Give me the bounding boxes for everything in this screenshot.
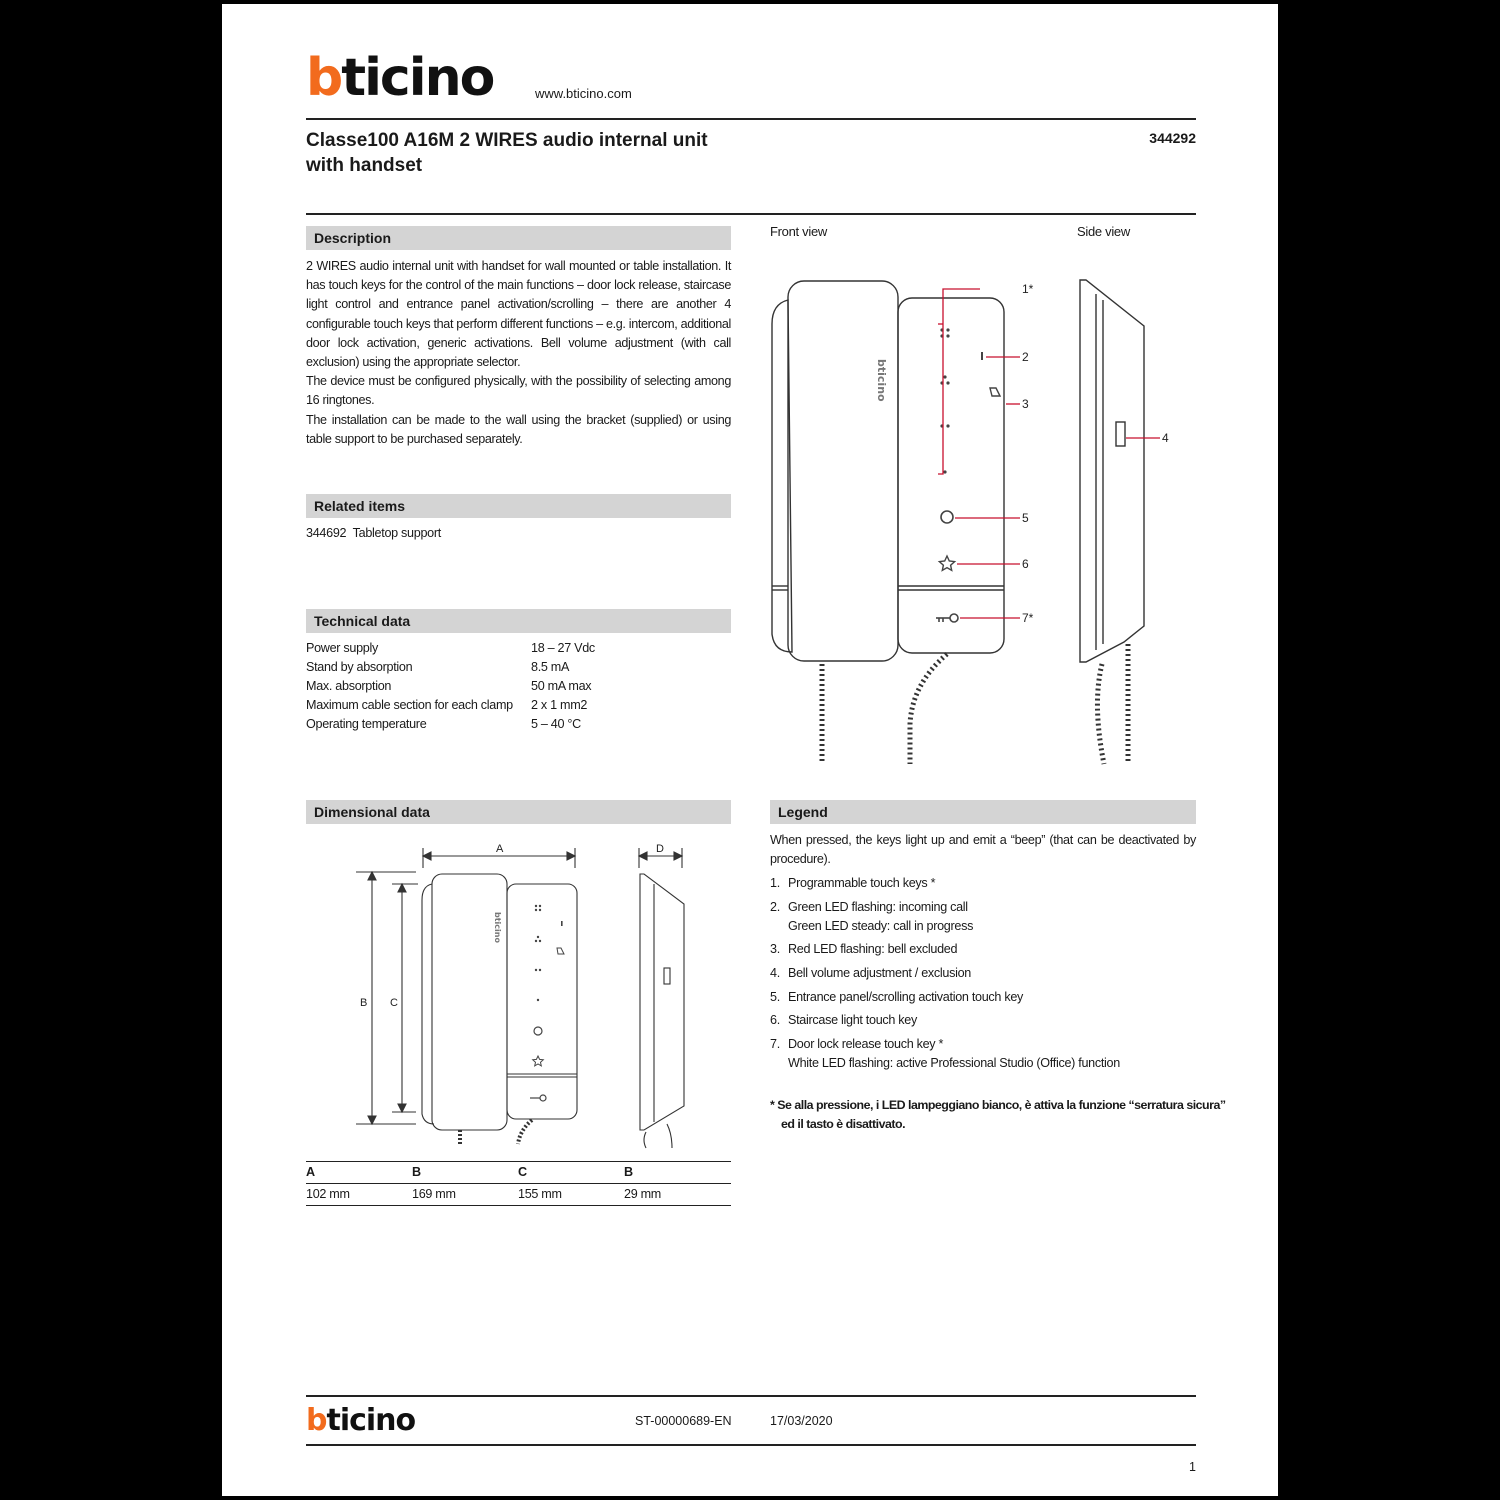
tech-value: 2 x 1 mm2	[531, 698, 588, 712]
description-heading: Description	[306, 226, 731, 250]
legend-item-text: Red LED flashing: bell excluded	[788, 942, 958, 956]
legend-item-text: Green LED steady: call in progress	[788, 919, 974, 933]
callout-2: 2	[1022, 350, 1029, 364]
footer-top-rule	[306, 1395, 1196, 1397]
dim-table-bottom-rule	[306, 1205, 731, 1206]
legend-note-line1: * Se alla pressione, i LED lampeggiano bianco, è attiva la funzione “serratura sicura”	[770, 1098, 1226, 1112]
title-rule	[306, 213, 1196, 215]
page-number: 1	[1189, 1460, 1196, 1474]
dimensional-heading: Dimensional data	[306, 800, 731, 824]
legend-item-text: Staircase light touch key	[788, 1013, 918, 1027]
dim-header: B	[412, 1165, 421, 1179]
related-item-name: Tabletop support	[352, 526, 441, 540]
dim-label-a: A	[496, 843, 504, 855]
tech-label: Maximum cable section for each clamp	[306, 698, 513, 712]
entrance-panel-icon[interactable]	[941, 511, 953, 523]
tech-value: 5 – 40 °C	[531, 717, 581, 731]
dim-label-d: D	[656, 843, 664, 855]
dim-header: B	[624, 1165, 633, 1179]
key-icon[interactable]	[936, 614, 958, 622]
product-title-line1: Classe100 A16M 2 WIRES audio internal unit	[306, 130, 708, 151]
side-view-drawing	[1072, 274, 1182, 774]
technical-heading: Technical data	[306, 609, 731, 633]
dim-header: C	[518, 1165, 527, 1179]
tech-label: Operating temperature	[306, 717, 427, 731]
header-rule	[306, 118, 1196, 120]
legend-item-text: Green LED flashing: incoming call	[788, 900, 968, 914]
footer-bottom-rule	[306, 1444, 1196, 1446]
staircase-light-icon[interactable]	[939, 556, 954, 570]
dim-value: 155 mm	[518, 1187, 562, 1201]
website-link[interactable]: www.bticino.com	[535, 86, 632, 101]
dim-label-b: B	[360, 997, 368, 1009]
legend-item-text: Entrance panel/scrolling activation touch key	[788, 990, 1024, 1004]
legend-item-text: Door lock release touch key *	[788, 1037, 944, 1051]
mini-logo-text: bticino	[493, 912, 502, 943]
dim-label-c: C	[390, 997, 398, 1009]
callout-4: 4	[1162, 431, 1169, 445]
dimensional-drawing	[342, 834, 722, 1154]
legend-intro: When pressed, the keys light up and emit a “beep” (that can be deactivated by procedure).	[770, 833, 1196, 867]
footer-brand-logo: bticino	[306, 1403, 416, 1438]
bell-icon	[990, 388, 1000, 396]
handset-outline	[788, 281, 898, 661]
front-view-drawing	[762, 264, 1062, 774]
document-code: ST-00000689-EN	[635, 1414, 732, 1428]
tech-label: Power supply	[306, 641, 378, 655]
callout-6: 6	[1022, 557, 1029, 571]
document-date: 17/03/2020	[770, 1414, 833, 1428]
dim-table-mid-rule	[306, 1183, 731, 1184]
description-paragraph: The device must be configured physically, with the possibility of selecting among 16 ringtones.	[306, 374, 731, 408]
brand-logo: bticino	[306, 48, 494, 108]
dim-value: 29 mm	[624, 1187, 661, 1201]
dim-value: 169 mm	[412, 1187, 456, 1201]
dim-table-top-rule	[306, 1161, 731, 1162]
callout-7: 7*	[1022, 611, 1034, 625]
tech-value: 8.5 mA	[531, 660, 570, 674]
related-item-code: 344692	[306, 526, 347, 540]
related-heading: Related items	[306, 494, 731, 518]
callout-1: 1*	[1022, 282, 1034, 296]
product-code: 344292	[1149, 130, 1196, 146]
description-paragraph: The installation can be made to the wall using the bracket (supplied) or using table support to be purchased separately.	[306, 412, 731, 446]
tech-label: Stand by absorption	[306, 660, 413, 674]
callout-3: 3	[1022, 397, 1029, 411]
product-title-line2: with handset	[306, 155, 423, 176]
datasheet-page: bticino www.bticino.com Classe100 A16M 2 WIRES audio internal unit with handset 344292 Description 2 WIRES audio internal unit with handset for wall mounted or table installation. It has touch keys for the control of the main functions – door lock release, staircase light control and entrance panel activation/scrolling – there are another 4 configurable touch keys that perform different functions – e.g. intercom, additional door lock activation, generic activations. Bell volume adjustment (with call exclusion) using the appropriate selector. The device must be configured physically, with the possibility of selecting among 16 ringtones. The installation can be made to the wall using the bracket (supplied) or using table support to be purchased separately. Related items 344692 Tabletop support Technical data Power supply 18 – 27 Vdc Stand by absorption 8.5 mA Max. absorption 50 mA max Maximum cable section for each clamp 2 x 1 mm2 Operating temperature 5 – 40 °C Front view Side view bticino 1* 2 3 5 6 7* 4 Dimensional data bticino A B C D A B C B 102 mm 169 mm 155 mm 29 mm Legend When pressed, the keys light up and emit a “beep” (that can be deactivated by procedure). 1. Programmable touch keys * 2. Green LED flashing: incoming call Green LED steady: call in progress 3. Red LED flashing: bell excluded 4. Bell volume adjustment / exclusion 5. Entrance panel/scrolling activation touch key 6. Staircase light touch key 7. Door lock release touch key * White LED flashing: active Professional Studio (Office) function * Se alla pressione, i LED lampeggiano bianco, è attiva la funzione “serratura sicura” ed il tasto è disattivato. bticino ST-00000689-EN 17/03/2020 1	[222, 4, 1278, 1496]
legend-item-text: Programmable touch keys *	[788, 876, 936, 890]
tech-value: 18 – 27 Vdc	[531, 641, 595, 655]
side-profile-outline	[1080, 280, 1144, 662]
legend-item-text: White LED flashing: active Professional Studio (Office) function	[788, 1056, 1120, 1070]
dim-value: 102 mm	[306, 1187, 350, 1201]
description-text	[306, 257, 731, 449]
legend-note-line2: ed il tasto è disattivato.	[781, 1117, 906, 1131]
dim-header: A	[306, 1165, 315, 1179]
front-view-label: Front view	[770, 224, 827, 239]
description-paragraph: 2 WIRES audio internal unit with handset for wall mounted or table installation. It has touch keys for the control of the main functions – door lock release, staircase light control and entrance panel activation/scrolling – there are another 4 configurable touch keys that perform different functions – e.g. intercom, additional door lock activation, generic activations. Bell volume adjustment (with call exclusion) using the appropriate selector.	[306, 259, 731, 370]
device-logo-text: bticino	[875, 359, 888, 402]
device-body-outline	[898, 298, 1004, 653]
tech-label: Max. absorption	[306, 679, 392, 693]
side-view-label: Side view	[1077, 224, 1130, 239]
legend-item-text: Bell volume adjustment / exclusion	[788, 966, 971, 980]
related-item	[306, 526, 441, 540]
callout-5: 5	[1022, 511, 1029, 525]
tech-value: 50 mA max	[531, 679, 592, 693]
legend-heading: Legend	[770, 800, 1196, 824]
